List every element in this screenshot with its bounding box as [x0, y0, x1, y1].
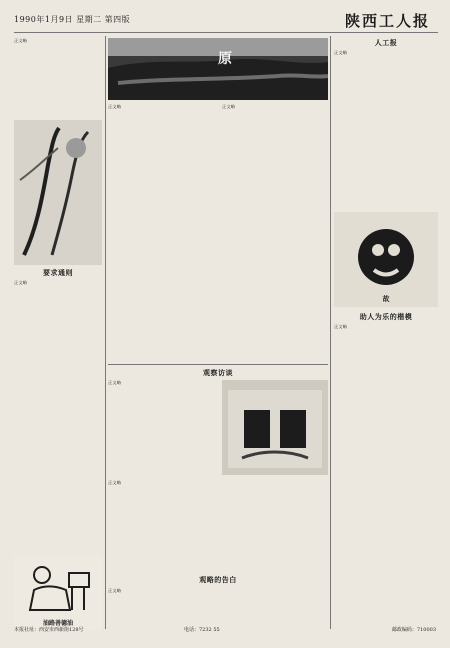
masthead: 陕西工人报 — [344, 12, 430, 30]
footer-left: 本报社址：西安市西新街128号 — [14, 627, 84, 633]
article-center-bottom — [108, 480, 328, 570]
article-center-left — [108, 104, 214, 354]
cartoon-caption: 油路善德油 — [42, 620, 73, 627]
article-text: 正文略 — [222, 104, 236, 109]
page-footer — [14, 626, 436, 638]
section-heading-bottom-center: 观略的告白 — [199, 575, 237, 584]
article-text: 正文略 — [108, 380, 122, 385]
column-rule-2 — [330, 36, 331, 629]
article-right-top — [334, 50, 438, 210]
article-text: 正文略 — [334, 50, 348, 55]
photo-right-caption: 故 — [382, 294, 390, 303]
dateline: 1990年1月9日 星期二 第四版 — [14, 15, 131, 24]
photo-right — [334, 212, 438, 307]
footer-right: 邮政编码：710003 — [391, 627, 436, 633]
article-center-mid-left — [108, 380, 214, 475]
photo-top-caption: 原 — [218, 51, 232, 67]
section-heading-right: 助人为乐的楷模 — [359, 312, 413, 321]
article-text: 正文略 — [108, 588, 122, 593]
article-text: 正文略 — [108, 480, 122, 485]
section-heading-mid-left: 要求通则 — [43, 268, 73, 277]
article-text: 正文略 — [108, 104, 122, 109]
photo-right-image — [334, 212, 438, 307]
article-text: 正文略 — [334, 324, 348, 329]
photo-top — [108, 38, 328, 100]
column-rule-1 — [105, 36, 106, 629]
article-center-last — [108, 588, 328, 628]
article-center-right — [222, 104, 328, 354]
article-right — [334, 324, 438, 628]
photo-middle — [222, 380, 328, 475]
article-left-top — [14, 38, 102, 118]
photo-middle-image — [222, 380, 328, 475]
cartoon — [14, 555, 102, 630]
mid-rule — [108, 364, 328, 365]
page-header — [14, 10, 438, 30]
header-rule — [14, 32, 438, 33]
article-text: 正文略 — [14, 280, 28, 285]
photo-left — [14, 120, 102, 265]
article-left — [14, 280, 102, 550]
section-heading-mid-right: 观察访谈 — [203, 368, 233, 377]
photo-left-image — [14, 120, 102, 265]
footer-center: 电话：7232 55 — [184, 627, 220, 633]
article-text: 正文略 — [14, 38, 28, 43]
section-heading-top-right: 人工报 — [374, 38, 398, 47]
